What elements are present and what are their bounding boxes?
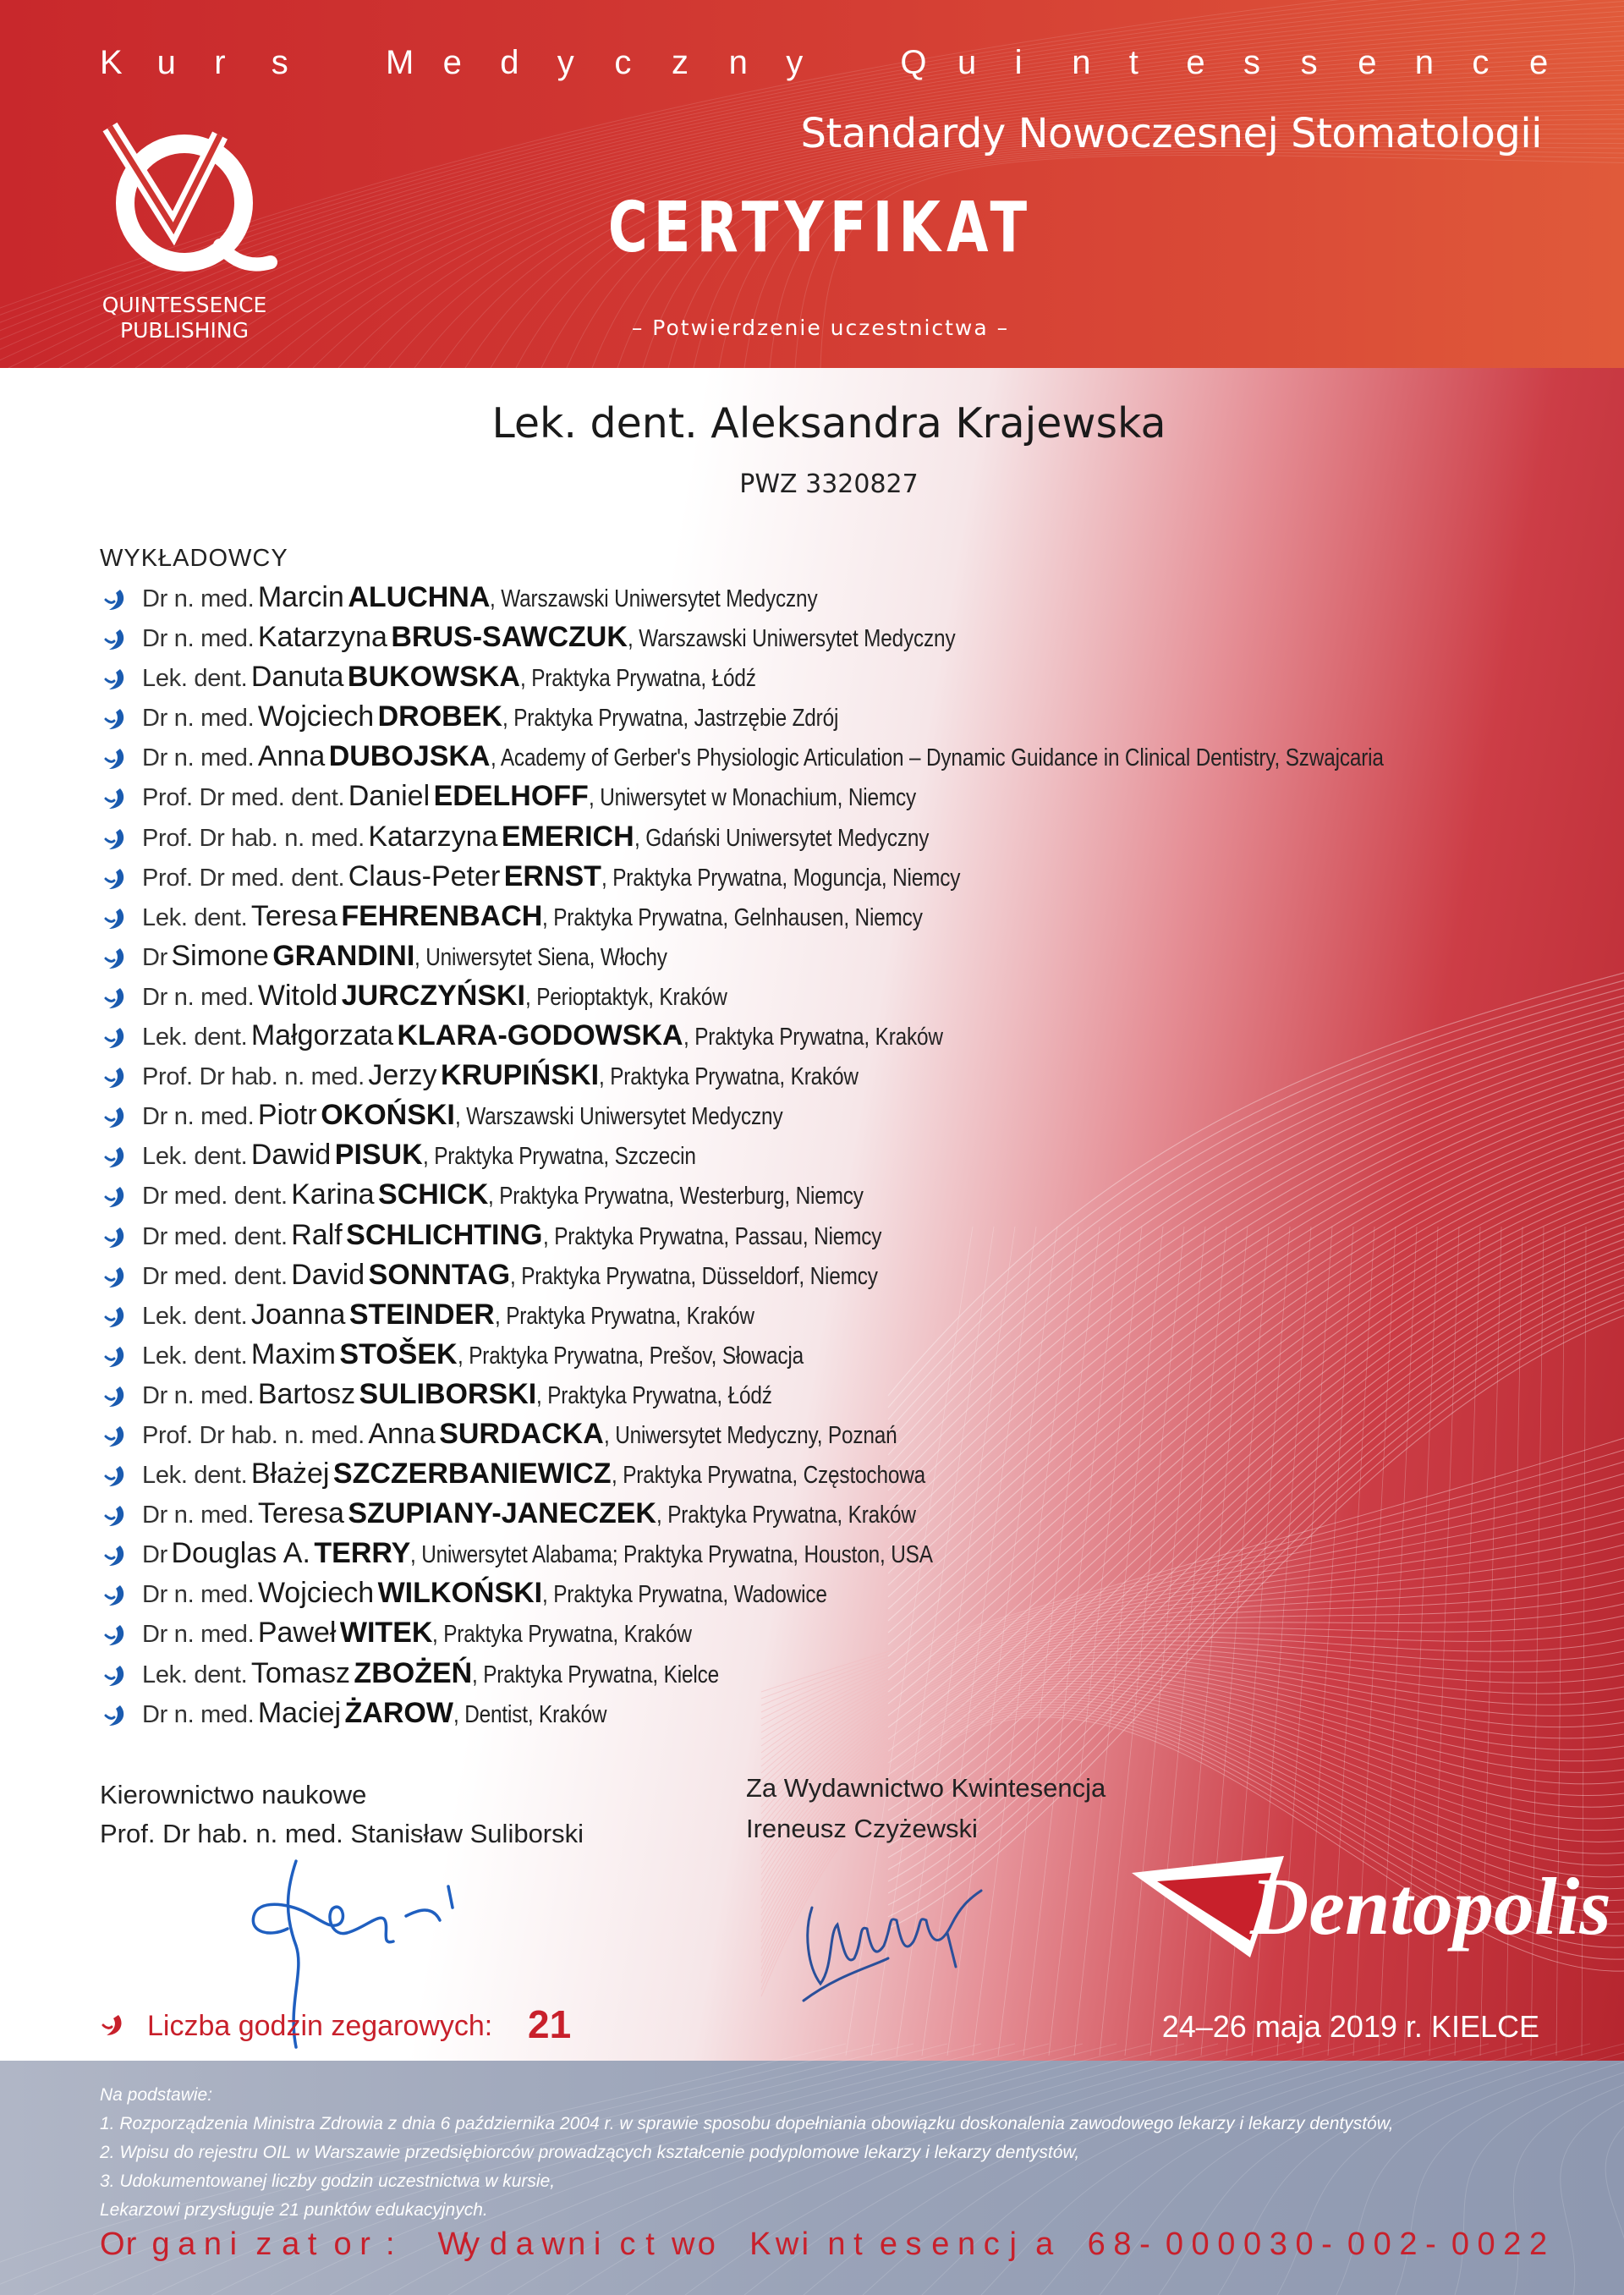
swoosh-bullet-icon [103, 1663, 129, 1688]
organizer-letter: a [178, 2226, 196, 2262]
organizer-letter: 0 [1373, 2226, 1391, 2262]
organizer-letter: 2 [1399, 2226, 1418, 2262]
organizer-letter: i [801, 2226, 809, 2262]
course-name [100, 44, 1549, 95]
certificate-header [0, 0, 1624, 368]
organizer-letter: n [568, 2226, 586, 2262]
lecturer-first-name: Karina [291, 1178, 375, 1211]
lecturer-first-name: David [291, 1258, 365, 1291]
lecturer-affiliation: , Warszawski Uniwersytet Medyczny [490, 585, 818, 612]
lecturer-last-name: PISUK [334, 1139, 423, 1172]
lecturer-last-name: EMERICH [501, 820, 634, 853]
lecturer-first-name: Douglas A. [171, 1537, 310, 1570]
lecturer-first-name: Danuta [250, 661, 344, 694]
swoosh-bullet-icon [103, 786, 129, 811]
organizer-letter: 8 [1113, 2226, 1132, 2262]
lecturer-title: Prof. Dr hab. n. med. [142, 1421, 365, 1449]
course-subtitle: Standardy Nowoczesnej Stomatologii [800, 110, 1542, 157]
organizer-letter: - [1139, 2226, 1150, 2262]
lecturer-affiliation: , Praktyka Prywatna, Kraków [432, 1621, 693, 1649]
lecturer-title: Dr med. dent. [142, 1262, 288, 1290]
lecturer-first-name: Tomasz [250, 1656, 350, 1689]
publisher-logo-line1: QUINTESSENCE [102, 293, 267, 317]
lecturer-affiliation: , Praktyka Prywatna, Kraków [494, 1302, 754, 1330]
course-name-letter: s [1300, 44, 1318, 81]
lecturer-affiliation: , Praktyka Prywatna, Jastrzębie Zdrój [502, 705, 839, 733]
certificate-title: CERTYFIKAT [607, 188, 1034, 268]
signature-publisher [787, 1874, 1007, 2009]
lecturer-last-name: BUKOWSKA [347, 661, 520, 694]
swoosh-bullet-icon [103, 946, 129, 971]
lecturer-affiliation: , Gdański Uniwersytet Medyczny [634, 824, 929, 852]
publisher-signatory-name: Ireneusz Czyżewski [746, 1814, 978, 1843]
swoosh-bullet-icon [100, 2012, 127, 2039]
lecturer-affiliation: , Uniwersytet w Monachium, Niemcy [588, 784, 916, 812]
lecturer-item [103, 660, 1558, 700]
participant-name: Lek. dent. Aleksandra Krajewska [491, 399, 1166, 447]
organizer-letter: t [853, 2226, 863, 2262]
lecturer-title: Prof. Dr med. dent. [142, 864, 345, 892]
lecturer-item [103, 1377, 1558, 1417]
organizer-letter: 0 [1295, 2226, 1314, 2262]
lecturer-affiliation: , Praktyka Prywatna, Moguncja, Niemcy [601, 864, 961, 892]
organizer-letter: 2 [1503, 2226, 1522, 2262]
lecturer-title: Dr n. med. [142, 1700, 255, 1728]
lecturer-affiliation: , Perioptaktyk, Kraków [525, 983, 727, 1011]
lecturer-title: Dr n. med. [142, 705, 255, 733]
swoosh-bullet-icon [103, 1025, 129, 1051]
organizer-letter: 0 [1191, 2226, 1210, 2262]
lecturer-affiliation: , Uniwersytet Siena, Włochy [414, 943, 668, 971]
lecturer-item [103, 939, 1558, 979]
organizer-letter: r [125, 2226, 137, 2262]
lecturer-last-name: EDELHOFF [433, 780, 589, 813]
lecturer-affiliation: , Praktyka Prywatna, Łódź [536, 1381, 773, 1409]
lecturer-last-name: FEHRENBACH [341, 899, 543, 932]
lecturer-item [103, 1098, 1558, 1138]
lecturer-first-name: Katarzyna [368, 820, 498, 853]
course-name-letter: c [1472, 44, 1490, 81]
course-name-letter: M [386, 44, 414, 81]
organizer-letter: o [333, 2226, 352, 2262]
lecturer-affiliation: , Praktyka Prywatna, Wadowice [542, 1581, 827, 1609]
lecturer-title: Dr n. med. [142, 625, 255, 653]
course-name-letter: n [1072, 44, 1091, 81]
lecturer-first-name: Teresa [257, 1497, 344, 1530]
legal-basis-line: Na podstawie: [100, 2085, 213, 2105]
lecturer-last-name: SZUPIANY-JANECZEK [348, 1497, 656, 1530]
swoosh-bullet-icon [103, 1344, 129, 1370]
organizer-letter: c [619, 2226, 636, 2262]
lecturer-item [103, 1576, 1558, 1616]
lecturer-first-name: Wojciech [257, 1577, 375, 1610]
lecturer-affiliation: , Uniwersytet Medyczny, Poznań [603, 1421, 897, 1449]
organizer-letter: z [255, 2226, 272, 2262]
lecturer-last-name: ALUCHNA [348, 581, 491, 613]
organizer-letter: e [931, 2226, 950, 2262]
swoosh-bullet-icon [103, 667, 129, 692]
swoosh-bullet-icon [103, 1503, 129, 1529]
lecturer-affiliation: , Warszawski Uniwersytet Medyczny [454, 1103, 783, 1131]
lecturer-last-name: JURCZYŃSKI [341, 979, 525, 1012]
organizer-letter: 0 [1477, 2226, 1495, 2262]
lecturers-heading: WYKŁADOWCY [100, 545, 288, 572]
lecturer-title: Lek. dent. [142, 903, 248, 931]
lecturer-title: Lek. dent. [142, 665, 248, 693]
lecturer-first-name: Jerzy [368, 1059, 437, 1092]
lecturer-title: Lek. dent. [142, 1302, 248, 1330]
dentopolis-logo-text: Dentopolis [1250, 1861, 1611, 1952]
organizer-letter: d [489, 2226, 508, 2262]
lecturer-title: Lek. dent. [142, 1342, 248, 1370]
lecturer-last-name: SURDACKA [439, 1417, 604, 1450]
organizer-letter: o [697, 2226, 716, 2262]
lecturer-title: Dr med. dent. [142, 1222, 288, 1250]
swoosh-bullet-icon [103, 1622, 129, 1648]
organizer-letter: 0 [1347, 2226, 1366, 2262]
organizer-letter: : [386, 2226, 395, 2262]
legal-basis-line: 2. Wpisu do rejestru OIL w Warszawie przedsiębiorców prowadzących kształcenie podyplomowe lekarzy i lekarzy dentystów, [100, 2143, 1080, 2162]
swoosh-bullet-icon [103, 906, 129, 931]
lecturer-item [103, 1298, 1558, 1337]
organizer-letter: e [879, 2226, 897, 2262]
lecturer-last-name: BRUS-SAWCZUK [391, 621, 628, 654]
lecturer-title: Dr n. med. [142, 1581, 255, 1609]
organizer-letter: n [203, 2226, 222, 2262]
lecturer-first-name: Maciej [257, 1696, 342, 1729]
lecturer-first-name: Błażej [250, 1458, 330, 1491]
lecturer-item [103, 1696, 1558, 1736]
lecturer-last-name: ŻAROW [344, 1696, 453, 1729]
lecturer-item [103, 1018, 1558, 1058]
organizer-letter: t [645, 2226, 655, 2262]
event-date: 24–26 maja 2019 r. KIELCE [1161, 2009, 1539, 2044]
lecturer-title: Dr n. med. [142, 1103, 255, 1131]
lecturer-item [103, 580, 1558, 620]
lecturer-affiliation: , Praktyka Prywatna, Westerburg, Niemcy [488, 1183, 864, 1211]
lecturer-first-name: Daniel [348, 780, 431, 813]
lecturer-item [103, 1337, 1558, 1377]
lecturer-item [103, 899, 1558, 939]
lecturer-affiliation: , Uniwersytet Alabama; Praktyka Prywatna, Houston, USA [410, 1541, 934, 1569]
lecturer-last-name: DUBOJSKA [328, 740, 491, 773]
lecturer-affiliation: , Praktyka Prywatna, Gelnhausen, Niemcy [542, 903, 924, 931]
lecturer-item [103, 979, 1558, 1018]
organizer-letter: i [593, 2226, 601, 2262]
lecturer-title: Dr n. med. [142, 1621, 255, 1649]
lecturer-affiliation: , Praktyka Prywatna, Passau, Niemcy [542, 1222, 881, 1250]
lecturer-last-name: STOŠEK [339, 1337, 458, 1370]
publisher-logo-line2: PUBLISHING [120, 318, 249, 343]
lecturer-title: Dr n. med. [142, 983, 255, 1011]
participant-pwz: PWZ 3320827 [739, 469, 919, 499]
swoosh-bullet-icon [103, 706, 129, 732]
lecturer-affiliation: , Praktyka Prywatna, Kraków [599, 1063, 859, 1091]
lecturer-title: Dr n. med. [142, 585, 255, 612]
legal-basis-line: 1. Rozporządzenia Ministra Zdrowia z dnia 6 października 2004 r. w sprawie sposobu dopełniania obowiązku doskonalenia zawodowego lekarzy i lekarzy dentystów, [100, 2114, 1394, 2133]
lecturer-first-name: Katarzyna [257, 621, 387, 654]
legal-basis-line: Lekarzowi przysługuje 21 punktów edukacyjnych. [100, 2200, 488, 2220]
swoosh-bullet-icon [103, 1304, 129, 1330]
lecturer-first-name: Joanna [250, 1298, 346, 1331]
lecturer-item [103, 779, 1558, 819]
lecturer-last-name: WITEK [339, 1617, 433, 1650]
lecturer-item [103, 739, 1558, 779]
lecturer-first-name: Ralf [291, 1218, 343, 1251]
lecturer-affiliation: , Dentist, Kraków [453, 1700, 607, 1728]
lecturer-affiliation: , Warszawski Uniwersytet Medyczny [627, 625, 956, 653]
organizer-letter: 3 [1269, 2226, 1287, 2262]
organizer-letter: i [229, 2226, 238, 2262]
lecturer-last-name: SCHICK [377, 1178, 489, 1211]
lecturer-title: Prof. Dr hab. n. med. [142, 824, 365, 852]
lecturer-title: Dr med. dent. [142, 1183, 288, 1211]
hours-label: Liczba godzin zegarowych: [147, 2010, 493, 2042]
organizer-letter: w [775, 2226, 799, 2262]
swoosh-bullet-icon [103, 1105, 129, 1130]
lecturer-last-name: SZCZERBANIEWICZ [332, 1458, 612, 1491]
certificate-subtitle: – Potwierdzenie uczestnictwa – [631, 316, 1010, 340]
organizer-letter: n [827, 2226, 846, 2262]
lecturer-item [103, 700, 1558, 739]
lecturer-item [103, 1536, 1558, 1576]
course-name-letter: z [672, 44, 689, 81]
organizer-letter: 6 [1087, 2226, 1106, 2262]
organizer-letter: a [1035, 2226, 1054, 2262]
lecturer-item [103, 1178, 1558, 1217]
organizer-letter: 0 [1217, 2226, 1236, 2262]
organizer-letter: 0 [1165, 2226, 1183, 2262]
organizer-letter: y [464, 2226, 480, 2262]
swoosh-bullet-icon [103, 1703, 129, 1728]
lecturer-first-name: Simone [171, 939, 269, 972]
lecturer-first-name: Maxim [250, 1337, 336, 1370]
lecturer-item [103, 1496, 1558, 1536]
lecturer-last-name: OKOŃSKI [321, 1099, 455, 1132]
dentopolis-logo-icon [1123, 1839, 1611, 1974]
organizer-letter: s [905, 2226, 922, 2262]
lecturer-item [103, 1616, 1558, 1655]
swoosh-bullet-icon [103, 587, 129, 612]
course-name-letter: K [100, 44, 123, 81]
lecturer-item [103, 820, 1558, 859]
swoosh-bullet-icon [103, 1065, 129, 1090]
lecturer-last-name: TERRY [314, 1537, 411, 1570]
quintessence-logo-icon [93, 118, 276, 288]
swoosh-bullet-icon [103, 1463, 129, 1489]
swoosh-bullet-icon [103, 1184, 129, 1210]
lecturer-title: Prof. Dr hab. n. med. [142, 1063, 365, 1091]
lecturer-item [103, 1258, 1558, 1298]
lecturer-last-name: WILKOŃSKI [377, 1577, 543, 1610]
organizer-letter: w [672, 2226, 695, 2262]
course-name-letter: y [786, 44, 804, 81]
lecturers-list [103, 580, 1558, 1736]
legal-basis [100, 2081, 1394, 2225]
organizer-letter: - [1425, 2226, 1436, 2262]
course-name-letter: t [1128, 44, 1138, 81]
publisher-logo-text [76, 293, 293, 343]
course-name-letter: e [1358, 44, 1377, 81]
lecturer-title: Lek. dent. [142, 1143, 248, 1171]
lecturer-last-name: KRUPIŃSKI [441, 1059, 600, 1092]
lecturer-affiliation: , Praktyka Prywatna, Prešov, Słowacja [457, 1342, 804, 1370]
lecturer-last-name: KLARA-GODOWSKA [397, 1019, 683, 1052]
organizer-letter: c [983, 2226, 1000, 2262]
swoosh-bullet-icon [103, 1225, 129, 1250]
lecturer-affiliation: , Praktyka Prywatna, Kraków [683, 1024, 943, 1051]
organizer-letter: W [437, 2226, 469, 2262]
lecturer-affiliation: , Academy of Gerber's Physiologic Articulation – Dynamic Guidance in Clinical Dentistry, Szwajcaria [490, 744, 1384, 772]
lecturer-title: Dr [142, 943, 168, 971]
lecturer-first-name: Piotr [257, 1099, 317, 1132]
lecturer-item [103, 1656, 1558, 1696]
lecturer-first-name: Witold [257, 979, 338, 1012]
organizer-letter: 0 [1451, 2226, 1469, 2262]
organizer-letter: 0 [1243, 2226, 1262, 2262]
lecturer-first-name: Anna [368, 1417, 436, 1450]
organizer-line [100, 2226, 1546, 2269]
lecturer-affiliation: , Praktyka Prywatna, Kielce [472, 1661, 720, 1688]
organizer-letter: O [100, 2226, 125, 2262]
course-name-letter: Q [900, 44, 927, 81]
organizer-letter: 2 [1529, 2226, 1548, 2262]
lecturer-last-name: ERNST [503, 859, 601, 892]
swoosh-bullet-icon [103, 1384, 129, 1409]
lecturer-title: Dr [142, 1541, 168, 1569]
lecturer-first-name: Claus-Peter [348, 859, 501, 892]
lecturer-title: Prof. Dr med. dent. [142, 784, 345, 812]
lecturer-title: Lek. dent. [142, 1462, 248, 1490]
swoosh-bullet-icon [103, 1265, 129, 1290]
lecturer-last-name: SULIBORSKI [359, 1377, 537, 1410]
swoosh-bullet-icon [103, 1145, 129, 1170]
course-name-letter: e [1529, 44, 1549, 81]
lecturer-title: Lek. dent. [142, 1024, 248, 1051]
lecturer-affiliation: , Praktyka Prywatna, Kraków [656, 1502, 916, 1529]
lecturer-last-name: DROBEK [377, 700, 502, 733]
organizer-letter: n [957, 2226, 976, 2262]
organizer-letter: r [359, 2226, 370, 2262]
lecturer-item [103, 620, 1558, 660]
lecturer-item [103, 1417, 1558, 1457]
course-name-letter: s [1243, 44, 1260, 81]
lecturer-first-name: Anna [257, 740, 326, 773]
lecturer-affiliation: , Praktyka Prywatna, Łódź [519, 665, 756, 693]
swoosh-bullet-icon [103, 826, 129, 852]
lecturer-first-name: Teresa [250, 899, 337, 932]
lecturer-item [103, 1457, 1558, 1496]
course-name-letter: u [957, 44, 977, 81]
swoosh-bullet-icon [103, 866, 129, 892]
publisher-signatory-label: Za Wydawnictwo Kwintesencja [746, 1773, 1106, 1803]
lecturer-last-name: SONNTAG [368, 1258, 511, 1291]
lecturer-item [103, 1218, 1558, 1258]
lecturer-first-name: Małgorzata [250, 1019, 394, 1052]
organizer-letter: g [151, 2226, 170, 2262]
lecturer-first-name: Wojciech [257, 700, 375, 733]
lecturer-first-name: Dawid [250, 1139, 332, 1172]
lecturer-last-name: GRANDINI [272, 939, 415, 972]
lecturer-last-name: STEINDER [348, 1298, 495, 1331]
lecturer-item [103, 859, 1558, 899]
organizer-letter: t [307, 2226, 317, 2262]
course-name-letter: u [156, 44, 176, 81]
scientific-director-name: Prof. Dr hab. n. med. Stanisław Suliborski [100, 1819, 584, 1848]
scientific-director-label: Kierownictwo naukowe [100, 1780, 367, 1809]
swoosh-bullet-icon [103, 1424, 129, 1449]
lecturer-title: Dr n. med. [142, 744, 255, 772]
course-name-letter: c [614, 44, 632, 81]
swoosh-bullet-icon [103, 1583, 129, 1608]
organizer-letter: - [1321, 2226, 1332, 2262]
lecturer-affiliation: , Praktyka Prywatna, Düsseldorf, Niemcy [510, 1262, 878, 1290]
course-name-letter: r [214, 44, 226, 81]
lecturer-title: Lek. dent. [142, 1661, 248, 1688]
lecturer-title: Dr n. med. [142, 1502, 255, 1529]
lecturer-affiliation: , Praktyka Prywatna, Częstochowa [611, 1462, 925, 1490]
lecturer-item [103, 1058, 1558, 1098]
course-name-letter: e [1186, 44, 1205, 81]
organizer-letter: j [1009, 2226, 1017, 2262]
course-name-letter: y [557, 44, 574, 81]
swoosh-bullet-icon [103, 986, 129, 1011]
course-name-letter: e [442, 44, 462, 81]
hours-value: 21 [528, 2002, 572, 2046]
organizer-letter: a [515, 2226, 534, 2262]
course-name-letter: n [1414, 44, 1435, 81]
lecturer-first-name: Marcin [257, 581, 344, 613]
legal-basis-line: 3. Udokumentowanej liczby godzin uczestnictwa w kursie, [100, 2171, 556, 2191]
lecturer-last-name: ZBOŻEŃ [354, 1656, 473, 1689]
lecturer-title: Dr n. med. [142, 1381, 255, 1409]
lecturer-first-name: Bartosz [257, 1377, 356, 1410]
course-name-letter: i [1014, 44, 1023, 81]
course-name-letter: s [271, 44, 288, 81]
swoosh-bullet-icon [103, 627, 129, 652]
lecturer-item [103, 1138, 1558, 1178]
course-name-letter: n [728, 44, 748, 81]
organizer-letter: K [749, 2226, 771, 2262]
lecturer-last-name: SCHLICHTING [346, 1218, 543, 1251]
swoosh-bullet-icon [103, 746, 129, 771]
organizer-letter: w [541, 2226, 565, 2262]
organizer-letter: a [282, 2226, 300, 2262]
swoosh-bullet-icon [103, 1543, 129, 1568]
lecturer-first-name: Paweł [257, 1617, 337, 1650]
lecturer-affiliation: , Praktyka Prywatna, Szczecin [422, 1143, 696, 1171]
course-name-letter: d [500, 44, 519, 81]
